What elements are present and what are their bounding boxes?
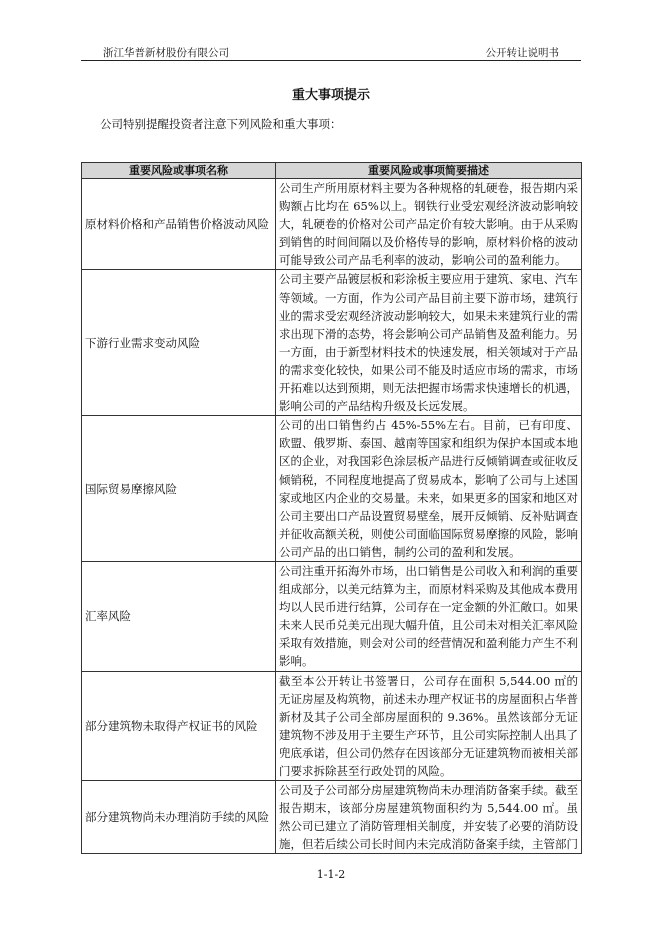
column-header-description: 重要风险或事项简要描述 [276, 163, 582, 179]
table-row [82, 416, 582, 562]
risk-name: 国际贸易摩擦风险 [82, 416, 276, 562]
column-header-name: 重要风险或事项名称 [82, 163, 276, 179]
table-row [82, 561, 582, 671]
risk-description: 公司的出口销售约占 45%-55%左右。目前，已有印度、欧盟、俄罗斯、泰国、越南等国家和组织为保护本国或本地区的企业，对我国彩色涂层板产品进行反倾销调查或征收反倾销税，不同程度地提高了贸易成本，影响了公司与上述国家或地区内企业的交易量。未来，如果更多的国家和地区对公司主要出口产品设置贸易壁垒，展开反倾销、反补贴调查并征收高额关税，则使公司面临国际贸易摩擦的风险，影响公司产品的出口销售，制约公司的盈利和发展。 [276, 416, 582, 562]
risk-description: 公司主要产品镀层板和彩涂板主要应用于建筑、家电、汽车等领域。一方面，作为公司产品目前主要下游市场，建筑行业的需求受宏观经济波动影响较大，如果未来建筑行业的需求出现下滑的态势，将会影响公司产品销售及盈利能力。另一方面，由于新型材料技术的快速发展，相关领域对于产品的需求变化较快，如果公司不能及时适应市场的需求，市场开拓难以达到预期，则无法把握市场需求快速增长的机遇，影响公司的产品结构升级及长远发展。 [276, 270, 582, 416]
risk-description: 公司生产所用原材料主要为各种规格的轧硬卷，报告期内采购额占比均在 65%以上。钢铁行业受宏观经济波动影响较大，轧硬卷的价格对公司产品定价有较大影响。由于从采购到销售的时间间隔以及价格传导的影响，原材料价格的波动可能导致公司产品毛利率的波动，影响公司的盈利能力。 [276, 179, 582, 270]
risk-name: 部分建筑物未取得产权证书的风险 [82, 671, 276, 781]
risk-name: 下游行业需求变动风险 [82, 270, 276, 416]
header-document-type: 公开转让说明书 [485, 47, 559, 59]
page-number: 1-1-2 [316, 868, 346, 881]
risk-description: 公司及子公司部分房屋建筑物尚未办理消防备案手续。截至报告期末，该部分房屋建筑物面积约为 5,544.00 ㎡。虽然公司已建立了消防管理相关制度，并安装了必要的消防设施，但若后续公司长时间内未完成消防备案手续，主管部门 [276, 781, 582, 854]
table-row [82, 179, 582, 270]
risk-name: 汇率风险 [82, 561, 276, 671]
table-row [82, 671, 582, 781]
risk-name: 原材料价格和产品销售价格波动风险 [82, 179, 276, 270]
risk-description: 公司注重开拓海外市场，出口销售是公司收入和利润的重要组成部分，以美元结算为主，而原材料采购及其他成本费用均以人民币进行结算，公司存在一定金额的外汇敞口。如果未来人民币兑美元出现大幅升值，且公司未对相关汇率风险采取有效措施，则会对公司的经营情况和盈利能力产生不利影响。 [276, 561, 582, 671]
page-header [81, 42, 581, 61]
header-company-name: 浙江华普新材股份有限公司 [103, 47, 229, 59]
risk-name: 部分建筑物尚未办理消防手续的风险 [82, 781, 276, 854]
risk-description: 截至本公开转让书签署日，公司存在面积 5,544.00 ㎡的无证房屋及构筑物，前述未办理产权证书的房屋面积占华普新材及其子公司全部房屋面积的 9.36%。虽然该部分无证建筑物不涉及用于主要生产环节，且公司实际控制人出具了兜底承诺，但公司仍然存在因该部分无证建筑物而被相关部门要求拆除甚至行政处罚的风险。 [276, 671, 582, 781]
table-header-row [82, 163, 582, 179]
table-row [82, 781, 582, 854]
risk-table [81, 162, 582, 854]
table-row [82, 270, 582, 416]
intro-text: 公司特别提醒投资者注意下列风险和重大事项： [100, 117, 342, 131]
section-title: 重大事项提示 [291, 88, 370, 103]
